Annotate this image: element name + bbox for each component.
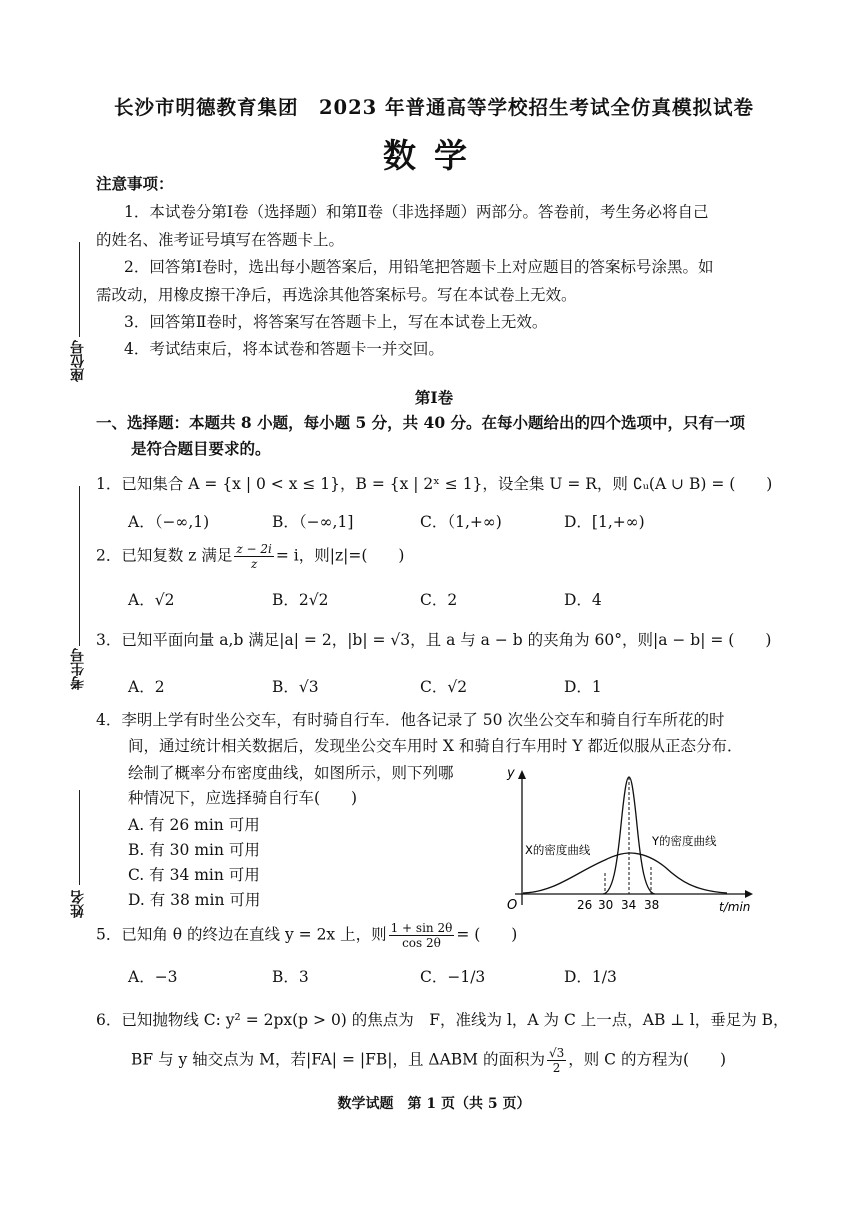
notice-item: 3．回答第Ⅱ卷时，将答案写在答题卡上，写在本试卷上无效。	[124, 313, 548, 331]
seat-number-label: 座位号	[70, 340, 86, 382]
question-4-option-c: C. 有 34 min 可用	[128, 866, 260, 884]
notice-heading: 注意事项：	[96, 174, 174, 193]
notice-item: 的姓名、准考证号填写在答题卡上。	[96, 231, 345, 249]
question-3-option-c: C．√2	[420, 678, 468, 696]
y-curve-label: Y的密度曲线	[652, 834, 717, 848]
notice-item: 1．本试卷分第Ⅰ卷（选择题）和第Ⅱ卷（非选择题）两部分。答卷前，考生务必将自己	[124, 203, 709, 221]
question-5-option-c: C．−1/3	[420, 968, 486, 986]
question-1-stem: 1．已知集合 A = {x | 0 < x ≤ 1}，B = {x | 2ˣ ≤ 1}，设全集 U = R，则 ∁ᵤ(A ∪ B) = ( )	[96, 475, 773, 493]
subject-title: 数学	[383, 136, 485, 175]
question-1-option-d: D．[1,+∞)	[564, 513, 645, 531]
question-4-line: 4．李明上学有时坐公交车，有时骑自行车．他各记录了 50 次坐公交车和骑自行车所花的时	[96, 711, 725, 729]
name-line	[79, 790, 80, 885]
y-axis-label: y	[507, 766, 515, 781]
question-5-option-d: D．1/3	[564, 968, 617, 986]
question-3-option-d: D．1	[564, 678, 602, 696]
page-footer: 数学试题 第 1 页（共 5 页）	[337, 1096, 531, 1112]
question-2-option-d: D．4	[564, 591, 602, 609]
question-3-option-a: A．2	[128, 678, 165, 696]
question-1-option-a: A．（−∞,1)	[128, 513, 210, 531]
density-curve-figure	[495, 765, 755, 925]
x-tick-30: 30	[598, 898, 614, 912]
question-6-fraction: $\frac{√3}{2}$	[548, 1046, 565, 1075]
question-2-text-end: = i，则|z|=( )	[275, 546, 405, 565]
question-4-line: 绘制了概率分布密度曲线，如图所示，则下列哪	[128, 764, 454, 782]
x-curve-label: X的密度曲线	[525, 843, 591, 857]
question-2-fraction: $\frac{z - 2i}{z}$	[236, 542, 272, 571]
question-4-line: 种情况下，应选择骑自行车( )	[128, 789, 358, 807]
question-3-stem: 3．已知平面向量 a,b 满足|a| = 2，|b| = √3，且 a 与 a − b 的夹角为 60°，则|a − b| = ( )	[96, 631, 772, 649]
question-2-option-b: B．2√2	[272, 591, 329, 609]
part-heading: 第Ⅰ卷	[414, 388, 454, 407]
seat-number-line	[79, 242, 80, 337]
question-4-line: 间，通过统计相关数据后，发现坐公交车用时 X 和骑自行车用时 Y 都近似服从正态分布．	[128, 737, 743, 755]
notice-item: 4．考试结束后，将本试卷和答题卡一并交回。	[124, 340, 444, 358]
question-6-line-2	[131, 1046, 726, 1075]
x-axis-label: t/min	[719, 900, 751, 914]
x-tick-38: 38	[644, 898, 660, 912]
x-tick-26: 26	[577, 898, 593, 912]
section-instruction: 一、选择题：本题共 8 小题，每小题 5 分，共 40 分。在每小题给出的四个选项中，只有一项	[96, 413, 746, 432]
origin-label: O	[507, 898, 518, 913]
question-5-fraction: $\frac{1 + \sin 2\theta}{\cos 2\theta}$	[390, 921, 453, 950]
name-label: 姓名	[70, 890, 86, 918]
question-2-stem	[96, 542, 404, 571]
notice-item: 2．回答第Ⅰ卷时，选出每小题答案后，用铅笔把答题卡上对应题目的答案标号涂黑。如	[124, 258, 714, 276]
question-1-option-b: B．（−∞,1]	[272, 513, 354, 531]
question-2-option-c: C．2	[420, 591, 458, 609]
question-5-option-a: A．−3	[128, 968, 178, 986]
question-6-text-end: ，则 C 的方程为( )	[568, 1050, 727, 1069]
question-6-text: BF 与 y 轴交点为 M，若|FA| = |FB|，且 ΔABM 的面积为	[131, 1050, 545, 1069]
question-4-option-d: D. 有 38 min 可用	[128, 891, 261, 909]
question-5-text-end: = ( )	[456, 925, 518, 944]
question-5-stem	[96, 921, 517, 950]
question-4-option-b: B. 有 30 min 可用	[128, 841, 260, 859]
question-3-option-b: B．√3	[272, 678, 319, 696]
y-axis-arrow	[518, 770, 526, 779]
x-axis-arrow	[745, 890, 753, 898]
question-1-option-c: C．（1,+∞)	[420, 513, 502, 531]
question-6-line: 6．已知抛物线 C: y² = 2px(p > 0) 的焦点为 F，准线为 l，A 为 C 上一点，AB ⊥ l，垂足为 B，	[96, 1011, 789, 1029]
question-5-text: 5．已知角 θ 的终边在直线 y = 2x 上，则	[96, 925, 387, 944]
question-2-option-a: A．√2	[128, 591, 175, 609]
exam-title: 长沙市明德教育集团 2023 年普通高等学校招生考试全仿真模拟试卷	[113, 96, 755, 119]
section-instruction: 是符合题目要求的。	[131, 439, 271, 458]
notice-item: 需改动，用橡皮擦干净后，再选涂其他答案标号。写在本试卷上无效。	[96, 286, 577, 304]
question-5-option-b: B．3	[272, 968, 309, 986]
candidate-number-line	[79, 486, 80, 646]
question-2-text: 2．已知复数 z 满足	[96, 546, 233, 565]
candidate-number-label: 考生号	[70, 648, 86, 690]
x-density-curve	[523, 853, 727, 893]
x-tick-34: 34	[621, 898, 637, 912]
question-4-option-a: A. 有 26 min 可用	[128, 816, 260, 834]
